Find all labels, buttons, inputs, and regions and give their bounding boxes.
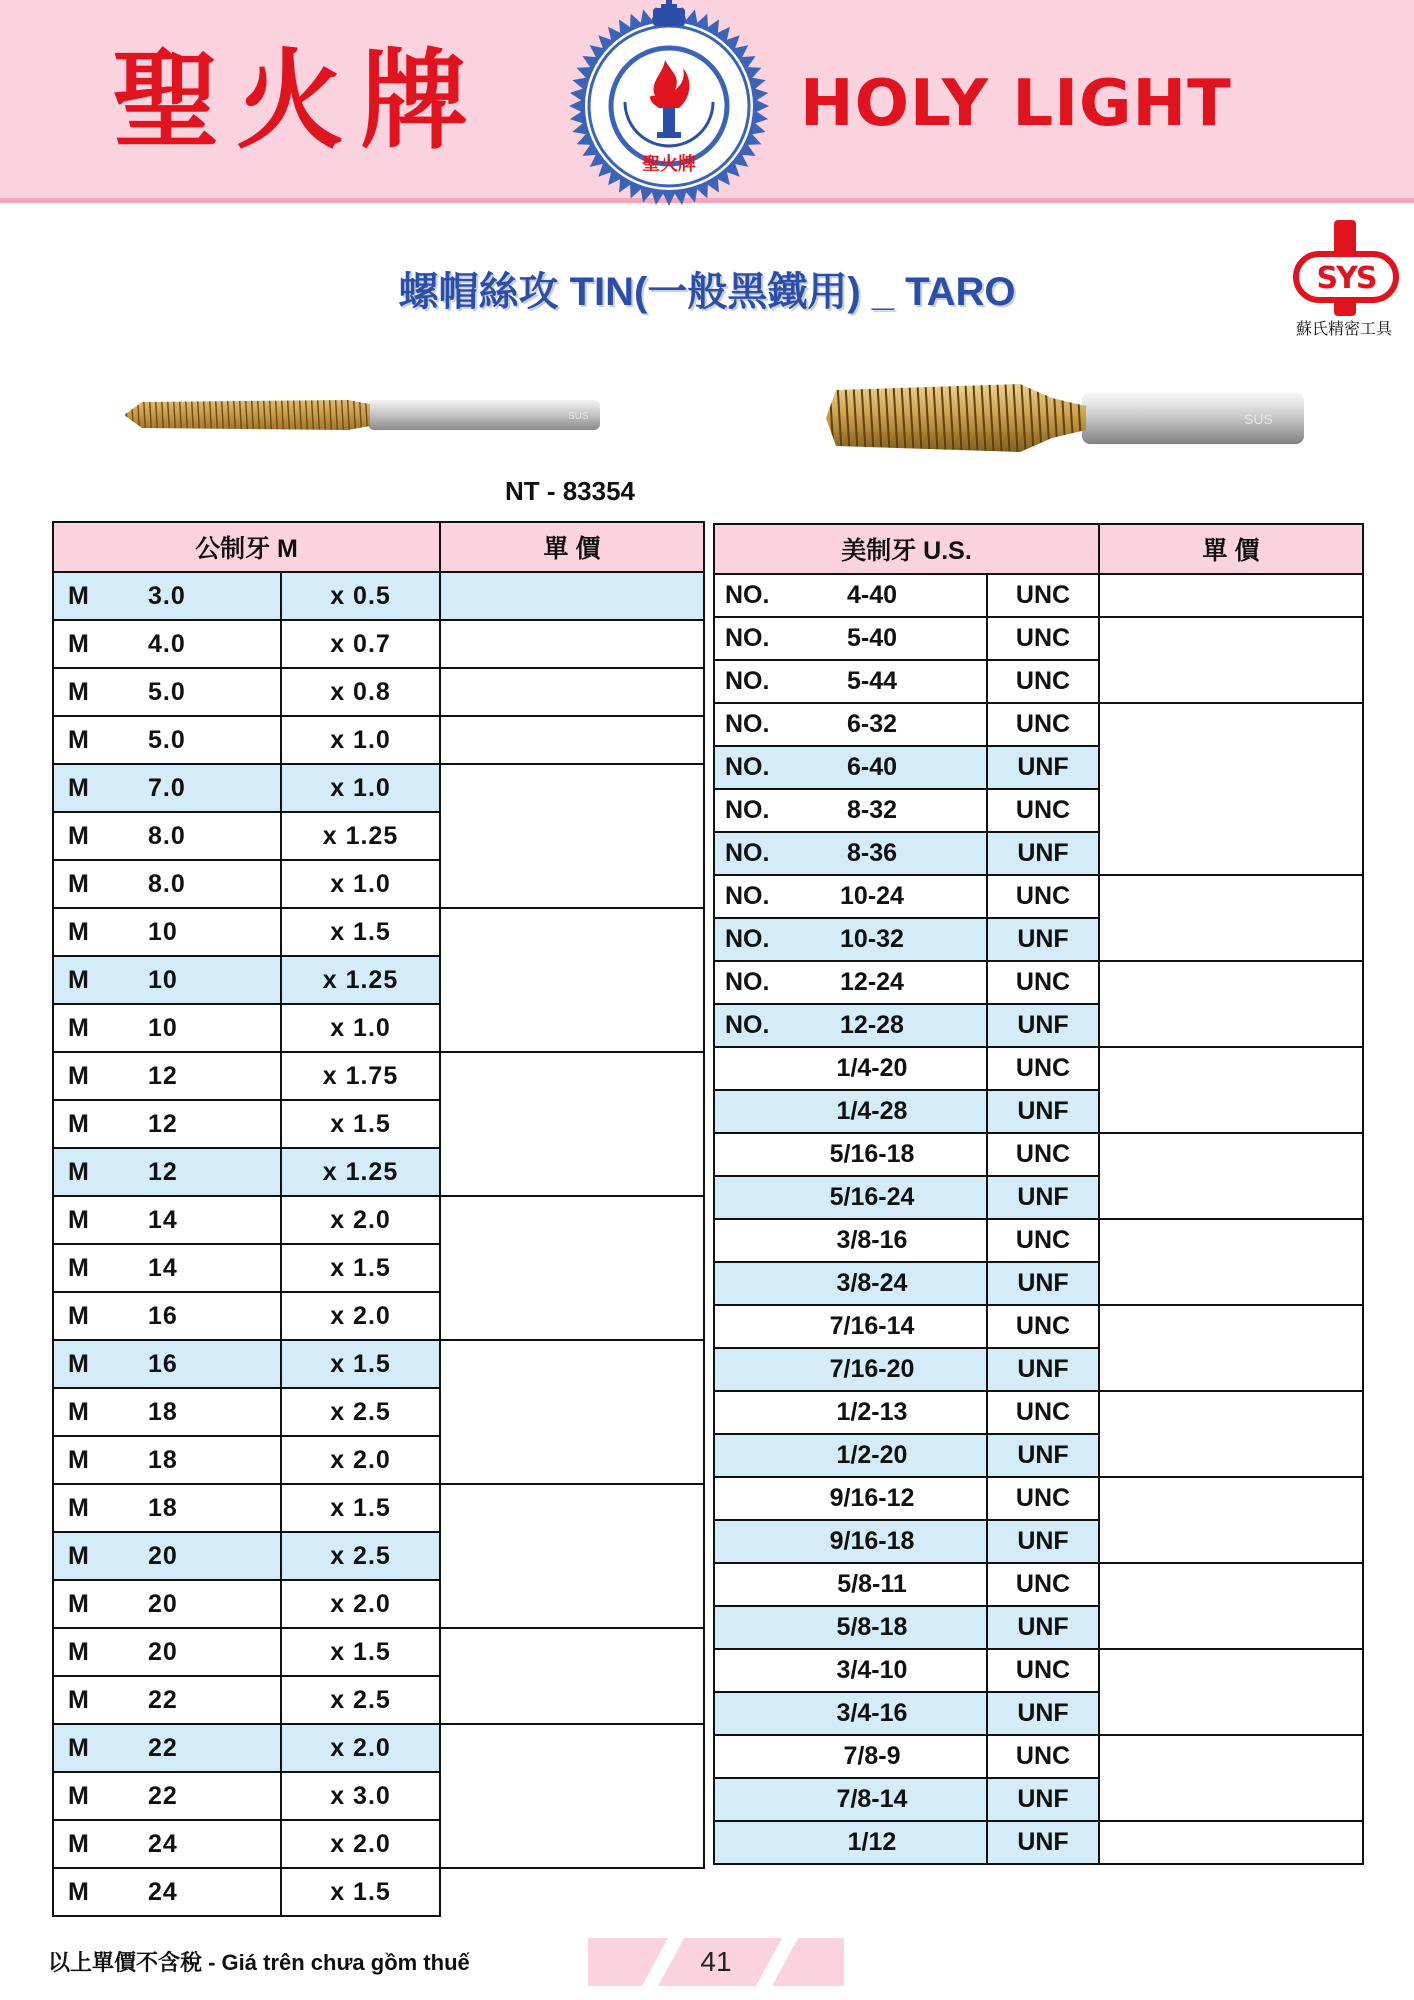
metric-diameter: 7.0: [148, 773, 186, 802]
us-row: [714, 1133, 1363, 1176]
us-thread-standard: UNC: [987, 574, 1099, 617]
metric-price-cell: [440, 1484, 704, 1628]
metric-size-cell: [53, 908, 281, 956]
metric-diameter: 24: [148, 1829, 178, 1858]
us-row: [714, 1563, 1363, 1606]
metric-size-cell: [53, 716, 281, 764]
us-thread-standard: UNC: [987, 1477, 1099, 1520]
us-thread-size: 7/8-9: [843, 1742, 901, 1770]
us-price-cell: [1099, 1649, 1363, 1735]
tap-tool-image-large: [820, 376, 1310, 460]
us-price-cell: [1099, 1305, 1363, 1391]
metric-prefix: M: [68, 1013, 89, 1042]
page-number: 41: [700, 1946, 732, 1977]
metric-pitch: x 1.5: [281, 1244, 440, 1292]
metric-pitch: x 2.5: [281, 1532, 440, 1580]
us-size-cell: [714, 918, 987, 961]
us-thread-size: 9/16-18: [829, 1527, 915, 1555]
us-thread-standard: UNC: [987, 1563, 1099, 1606]
metric-row: [53, 1868, 704, 1916]
metric-price-cell: [440, 1196, 704, 1340]
metric-prefix: M: [68, 1829, 89, 1858]
us-size-cell: [714, 961, 987, 1004]
us-row: [714, 961, 1363, 1004]
us-size-cell: [714, 1606, 987, 1649]
us-size-cell: [714, 746, 987, 789]
us-thread-standard: UNC: [987, 1047, 1099, 1090]
us-number-prefix: NO.: [725, 925, 770, 953]
metric-row: [53, 1196, 704, 1244]
us-size-cell: [714, 574, 987, 617]
metric-row: [53, 1724, 704, 1772]
metric-price-cell: [440, 620, 704, 668]
us-row: [714, 1047, 1363, 1090]
metric-pitch: x 2.0: [281, 1820, 440, 1868]
metric-size-cell: [53, 572, 281, 620]
model-number: NT - 83354: [504, 476, 636, 506]
metric-pitch: x 1.5: [281, 908, 440, 956]
metric-prefix: M: [68, 1877, 89, 1906]
metric-pitch: x 1.0: [281, 716, 440, 764]
us-size-cell: [714, 617, 987, 660]
us-size-cell: [714, 660, 987, 703]
tool-engraving-large: SUS: [1244, 411, 1273, 427]
metric-diameter: 8.0: [148, 821, 186, 850]
metric-diameter: 12: [148, 1157, 178, 1186]
us-thread-size: 9/16-12: [829, 1484, 915, 1512]
us-price-cell: [1099, 617, 1363, 703]
us-thread-standard: UNF: [987, 1176, 1099, 1219]
metric-row: [53, 1052, 704, 1100]
tap-tool-image-small: [118, 388, 608, 442]
metric-prefix: M: [68, 1445, 89, 1474]
us-thread-size: 10-32: [840, 925, 904, 953]
metric-diameter: 18: [148, 1493, 178, 1522]
us-thread-standard: UNF: [987, 1692, 1099, 1735]
us-thread-size: 5-44: [846, 667, 898, 695]
metric-diameter: 5.0: [148, 725, 186, 754]
metric-price-cell: [440, 668, 704, 716]
metric-pitch: x 2.0: [281, 1436, 440, 1484]
metric-pitch: x 1.5: [281, 1484, 440, 1532]
us-table-header: [714, 524, 1363, 574]
metric-pitch: x 2.0: [281, 1292, 440, 1340]
us-size-cell: [714, 1692, 987, 1735]
metric-price-cell: [440, 908, 704, 1052]
metric-prefix: M: [68, 1061, 89, 1090]
us-size-cell: [714, 1004, 987, 1047]
metric-row: [53, 764, 704, 812]
us-price-cell: [1099, 1133, 1363, 1219]
metric-pitch: x 0.5: [281, 572, 440, 620]
us-thread-standard: UNF: [987, 1262, 1099, 1305]
us-thread-standard: UNF: [987, 1606, 1099, 1649]
metric-pitch: x 2.0: [281, 1724, 440, 1772]
us-thread-size: 7/16-20: [829, 1355, 915, 1383]
us-size-cell: [714, 1262, 987, 1305]
logo-text: 聖火牌: [642, 154, 696, 175]
metric-prefix: M: [68, 1541, 89, 1570]
metric-prefix: M: [68, 821, 89, 850]
us-size-cell: [714, 1348, 987, 1391]
us-price-cell: [1099, 1821, 1363, 1864]
us-thread-size: 3/8-24: [836, 1269, 908, 1297]
tool-engraving-small: SUS: [568, 411, 589, 422]
metric-prefix: M: [68, 1781, 89, 1810]
metric-diameter: 8.0: [148, 869, 186, 898]
metric-size-cell: [53, 956, 281, 1004]
us-size-cell: [714, 1090, 987, 1133]
metric-diameter: 24: [148, 1877, 178, 1906]
metric-price-cell: [440, 1724, 704, 1868]
metric-prefix: M: [68, 773, 89, 802]
us-thread-size: 5/8-11: [837, 1570, 907, 1598]
metric-pitch: x 1.25: [281, 1148, 440, 1196]
metric-prefix: M: [68, 1301, 89, 1330]
us-thread-standard: UNC: [987, 1305, 1099, 1348]
metric-diameter: 18: [148, 1397, 178, 1426]
metric-diameter: 12: [148, 1109, 178, 1138]
metric-diameter: 22: [148, 1685, 178, 1714]
us-thread-standard: UNC: [987, 1735, 1099, 1778]
us-row: [714, 1477, 1363, 1520]
metric-size-cell: [53, 1388, 281, 1436]
header-banner: [0, 0, 1414, 203]
metric-size-cell: [53, 1244, 281, 1292]
metric-price-cell: [440, 1628, 704, 1724]
us-thread-size: 3/4-10: [836, 1656, 908, 1684]
metric-prefix: M: [68, 1397, 89, 1426]
metric-size-cell: [53, 1580, 281, 1628]
us-price-cell: [1099, 875, 1363, 961]
us-thread-size: 12-24: [840, 968, 904, 996]
us-thread-size: 5/16-18: [829, 1140, 915, 1168]
metric-diameter: 16: [148, 1349, 178, 1378]
us-row: [714, 1305, 1363, 1348]
us-thread-size: 1/4-20: [836, 1054, 908, 1082]
metric-diameter: 16: [148, 1301, 178, 1330]
us-number-prefix: NO.: [725, 624, 770, 652]
us-thread-size: 5-40: [846, 624, 898, 652]
us-price-cell: [1099, 703, 1363, 875]
holy-light-logo: [566, 0, 772, 206]
us-number-prefix: NO.: [725, 1011, 770, 1039]
metric-pitch: x 1.25: [281, 812, 440, 860]
metric-prefix: M: [68, 869, 89, 898]
metric-size-cell: [53, 1532, 281, 1580]
metric-size-cell: [53, 1196, 281, 1244]
us-size-cell: [714, 1305, 987, 1348]
metric-size-cell: [53, 860, 281, 908]
metric-price-cell: [440, 764, 704, 908]
metric-prefix: M: [68, 1109, 89, 1138]
us-number-prefix: NO.: [725, 839, 770, 867]
us-thread-standard: UNF: [987, 918, 1099, 961]
us-thread-size: 8-32: [846, 796, 898, 824]
us-thread-size: 3/4-16: [836, 1699, 908, 1727]
us-thread-size: 7/8-14: [836, 1785, 908, 1813]
us-row: [714, 875, 1363, 918]
us-number-prefix: NO.: [725, 796, 770, 824]
metric-pitch: x 1.0: [281, 764, 440, 812]
metric-size-cell: [53, 1628, 281, 1676]
metric-diameter: 20: [148, 1541, 178, 1570]
us-price-cell: [1099, 1735, 1363, 1821]
metric-size-cell: [53, 1820, 281, 1868]
us-thread-size: 1/2-20: [836, 1441, 908, 1469]
us-number-prefix: NO.: [725, 710, 770, 738]
us-price-cell: [1099, 961, 1363, 1047]
metric-price-cell: [440, 1052, 704, 1196]
us-row: [714, 1219, 1363, 1262]
metric-row: [53, 620, 704, 668]
metric-diameter: 12: [148, 1061, 178, 1090]
us-thread-size: 5/8-18: [836, 1613, 908, 1641]
metric-diameter: 4.0: [148, 629, 186, 658]
metric-table-header: [53, 522, 704, 572]
us-price-header: 單 價: [1099, 524, 1363, 574]
us-row: [714, 1391, 1363, 1434]
metric-size-cell: [53, 1004, 281, 1052]
us-size-cell: [714, 789, 987, 832]
metric-diameter: 20: [148, 1637, 178, 1666]
metric-pitch: x 0.8: [281, 668, 440, 716]
metric-size-cell: [53, 764, 281, 812]
metric-size-cell: [53, 1292, 281, 1340]
metric-diameter: 14: [148, 1205, 178, 1234]
metric-diameter: 10: [148, 1013, 178, 1042]
us-thread-size: 1/12: [847, 1828, 897, 1856]
us-price-cell: [1099, 1047, 1363, 1133]
metric-pitch: x 2.0: [281, 1196, 440, 1244]
us-row: [714, 1735, 1363, 1778]
us-size-cell: [714, 1477, 987, 1520]
us-thread-standard: UNC: [987, 703, 1099, 746]
us-thread-standard: UNF: [987, 746, 1099, 789]
us-size-cell: [714, 1821, 987, 1864]
metric-prefix: M: [68, 965, 89, 994]
metric-size-cell: [53, 1724, 281, 1772]
us-thread-standard: UNC: [987, 617, 1099, 660]
metric-row: [53, 668, 704, 716]
metric-prefix: M: [68, 629, 89, 658]
metric-size-cell: [53, 1100, 281, 1148]
metric-price-header: 單 價: [440, 522, 704, 572]
us-thread-standard: UNF: [987, 832, 1099, 875]
us-thread-size: 6-40: [846, 753, 898, 781]
us-row: [714, 574, 1363, 617]
us-thread-standard: UNF: [987, 1821, 1099, 1864]
us-thread-size: 7/16-14: [829, 1312, 915, 1340]
us-thread-standard: UNC: [987, 1133, 1099, 1176]
metric-size-cell: [53, 1868, 281, 1916]
sys-logo-mark: SYS: [1316, 261, 1376, 296]
metric-prefix: M: [68, 1637, 89, 1666]
metric-diameter: 20: [148, 1589, 178, 1618]
metric-size-cell: [53, 1340, 281, 1388]
us-size-cell: [714, 875, 987, 918]
us-thread-standard: UNC: [987, 1219, 1099, 1262]
us-price-cell: [1099, 1477, 1363, 1563]
us-size-cell: [714, 1649, 987, 1692]
metric-price-cell: [440, 572, 704, 620]
metric-size-cell: [53, 1484, 281, 1532]
us-row: [714, 1649, 1363, 1692]
page-number-tab: [588, 1938, 844, 1986]
page-title: 螺帽絲攻 TIN(一般黑鐵用) _ TARO: [398, 270, 1016, 314]
us-tap-table: [713, 523, 1364, 1865]
us-thread-size: 1/2-13: [836, 1398, 908, 1426]
metric-pitch: x 2.5: [281, 1676, 440, 1724]
sys-brand-text: 蘇氏精密工具: [1296, 321, 1393, 338]
metric-pitch: x 1.5: [281, 1340, 440, 1388]
metric-prefix: M: [68, 1733, 89, 1762]
us-number-prefix: NO.: [725, 882, 770, 910]
metric-diameter: 14: [148, 1253, 178, 1282]
metric-pitch: x 2.0: [281, 1580, 440, 1628]
us-thread-standard: UNF: [987, 1348, 1099, 1391]
us-thread-size: 12-28: [840, 1011, 904, 1039]
metric-prefix: M: [68, 1253, 89, 1282]
metric-diameter: 22: [148, 1781, 178, 1810]
us-price-cell: [1099, 1563, 1363, 1649]
us-size-cell: [714, 1735, 987, 1778]
metric-prefix: M: [68, 1685, 89, 1714]
us-price-cell: [1099, 1219, 1363, 1305]
us-thread-standard: UNF: [987, 1004, 1099, 1047]
us-thread-standard: UNF: [987, 1520, 1099, 1563]
us-size-cell: [714, 1434, 987, 1477]
us-size-cell: [714, 1563, 987, 1606]
metric-size-cell: [53, 1052, 281, 1100]
us-size-cell: [714, 703, 987, 746]
us-price-cell: [1099, 1391, 1363, 1477]
us-thread-standard: UNC: [987, 875, 1099, 918]
us-thread-standard: UNC: [987, 961, 1099, 1004]
metric-prefix: M: [68, 917, 89, 946]
us-number-prefix: NO.: [725, 968, 770, 996]
metric-row: [53, 716, 704, 764]
metric-tap-table: [52, 521, 705, 1917]
us-size-cell: [714, 1520, 987, 1563]
us-thread-standard: UNC: [987, 1649, 1099, 1692]
us-thread-size: 4-40: [846, 581, 898, 609]
metric-prefix: M: [68, 1205, 89, 1234]
us-size-cell: [714, 832, 987, 875]
metric-size-cell: [53, 1772, 281, 1820]
us-thread-size: 6-32: [846, 710, 898, 738]
us-thread-standard: UNF: [987, 1434, 1099, 1477]
metric-prefix: M: [68, 1157, 89, 1186]
metric-row: [53, 908, 704, 956]
metric-size-header: 公制牙 M: [53, 522, 440, 572]
us-size-cell: [714, 1176, 987, 1219]
metric-pitch: x 1.0: [281, 860, 440, 908]
metric-prefix: M: [68, 1589, 89, 1618]
us-size-cell: [714, 1219, 987, 1262]
us-row: [714, 617, 1363, 660]
us-thread-standard: UNF: [987, 1778, 1099, 1821]
us-size-header: 美制牙 U.S.: [714, 524, 1099, 574]
metric-pitch: x 3.0: [281, 1772, 440, 1820]
brand-name-chinese: 聖火牌: [112, 38, 485, 164]
metric-pitch: x 1.0: [281, 1004, 440, 1052]
metric-size-cell: [53, 1676, 281, 1724]
metric-pitch: x 0.7: [281, 620, 440, 668]
metric-pitch: x 1.5: [281, 1868, 440, 1916]
us-thread-size: 3/8-16: [836, 1226, 908, 1254]
us-thread-size: 5/16-24: [829, 1183, 915, 1211]
us-number-prefix: NO.: [725, 581, 770, 609]
us-size-cell: [714, 1391, 987, 1434]
metric-prefix: M: [68, 1349, 89, 1378]
us-number-prefix: NO.: [725, 667, 770, 695]
us-thread-standard: UNC: [987, 1391, 1099, 1434]
metric-pitch: x 1.5: [281, 1628, 440, 1676]
us-thread-standard: UNC: [987, 789, 1099, 832]
metric-prefix: M: [68, 1493, 89, 1522]
us-row: [714, 703, 1363, 746]
us-thread-size: 1/4-28: [836, 1097, 908, 1125]
metric-pitch: x 1.75: [281, 1052, 440, 1100]
tax-note: 以上單價不含稅 - Giá trên chưa gồm thuế: [48, 1950, 470, 1975]
metric-price-cell: [440, 1340, 704, 1484]
metric-price-cell: [440, 716, 704, 764]
metric-row: [53, 1628, 704, 1676]
metric-row: [53, 572, 704, 620]
metric-diameter: 18: [148, 1445, 178, 1474]
metric-size-cell: [53, 620, 281, 668]
metric-size-cell: [53, 1436, 281, 1484]
us-size-cell: [714, 1778, 987, 1821]
metric-pitch: x 2.5: [281, 1388, 440, 1436]
us-size-cell: [714, 1133, 987, 1176]
metric-diameter: 10: [148, 965, 178, 994]
metric-diameter: 10: [148, 917, 178, 946]
metric-row: [53, 1484, 704, 1532]
brand-name-english: HOLY LIGHT: [800, 67, 1232, 141]
metric-prefix: M: [68, 581, 89, 610]
us-size-cell: [714, 1047, 987, 1090]
metric-diameter: 3.0: [148, 581, 186, 610]
metric-prefix: M: [68, 725, 89, 754]
us-number-prefix: NO.: [725, 753, 770, 781]
us-thread-standard: UNC: [987, 660, 1099, 703]
metric-prefix: M: [68, 677, 89, 706]
us-thread-size: 10-24: [840, 882, 904, 910]
metric-pitch: x 1.5: [281, 1100, 440, 1148]
us-thread-standard: UNF: [987, 1090, 1099, 1133]
us-price-cell: [1099, 574, 1363, 617]
metric-pitch: x 1.25: [281, 956, 440, 1004]
metric-size-cell: [53, 812, 281, 860]
metric-size-cell: [53, 1148, 281, 1196]
us-row: [714, 1821, 1363, 1864]
metric-diameter: 5.0: [148, 677, 186, 706]
metric-diameter: 22: [148, 1733, 178, 1762]
metric-size-cell: [53, 668, 281, 716]
metric-row: [53, 1340, 704, 1388]
us-thread-size: 8-36: [846, 839, 898, 867]
